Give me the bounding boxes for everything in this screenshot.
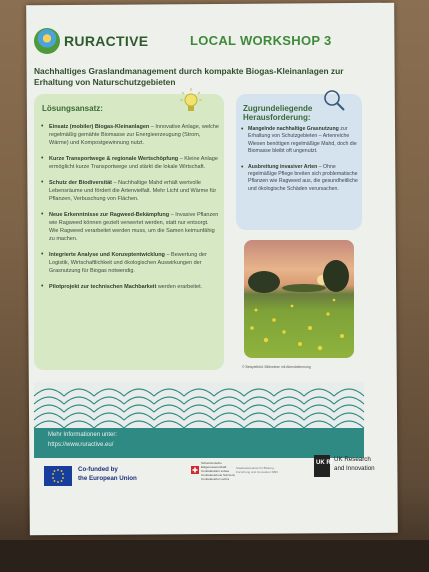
swiss-cross-icon: [191, 466, 199, 474]
workshop-title: LOCAL WORKSHOP 3: [190, 33, 332, 48]
list-item: • Mangelnde nachhaltige Grasnutzung zur Erhaltung von Schutzgebieten – Artenreiche Wiesen benötigen regelmäßige Mahd, doch die Biomasse bleibt oft ungenutzt.: [248, 126, 358, 156]
list-item: • Pilotprojekt zur technischen Machbarkeit werden erarbeitet.: [49, 283, 219, 291]
eu-flag-icon: [44, 466, 72, 486]
sbfi-text: Staatssekretariat für Bildung, Forschung und Innovation SBFI: [236, 466, 279, 474]
solution-list: [40, 123, 219, 299]
ukri-logo-icon: [314, 455, 333, 477]
ruractive-logo: [34, 28, 148, 54]
eu-funding-text: Co-funded by the European Union: [78, 466, 137, 482]
svg-text:UK RI: UK RI: [316, 460, 333, 466]
challenge-title: Zugrundeliegende Herausforderung:: [243, 104, 313, 122]
list-item: • Neue Erkenntnisse zur Ragweed-Bekämpfung – Invasive Pflanzen wie Ragweed können gezielt verwertet werden, statt nur entsorgt. Wie Ragweed verarbeitet werden muss, um die Samen keimunfähig zu machen.: [49, 211, 219, 243]
list-item: • Ausbreitung invasiver Arten – Ohne regelmäßige Pflege breiten sich problematische Pflanzen wie Ragweed aus, die gesundheitliche und ökologische Schäden verursachen.: [248, 164, 358, 194]
list-item: • Kurze Transportwege & regionale Wertschöpfung – Kleine Anlage ermöglicht kurze Transportwege und stärkt die lokale Wirtschaft.: [49, 155, 219, 171]
info-band: [34, 428, 364, 458]
poster-subtitle: Nachhaltiges Graslandmanagement durch kompakte Biogas-Kleinanlagen zur Erhaltung von Naturschutzgebieten: [34, 66, 344, 87]
list-item: • Integrierte Analyse und Konzeptentwicklung – Bewertung der Logistik, Wirtschaftlichkeit und ökologischen Auswirkungen der Grasnutzung für Biogas notwendig.: [49, 251, 219, 275]
logo-text: RURACTIVE: [64, 33, 149, 49]
challenge-list: [240, 126, 358, 201]
meadow-photo: [244, 240, 354, 358]
swiss-confederation-text: Schweizerische Eidgenossenschaft Confédération suisse Confederazione Svizzera Confederaziun svizra: [201, 461, 235, 481]
wave-pattern: [34, 382, 364, 428]
ruractive-logo-icon: [34, 28, 60, 54]
meadow-illustration: [244, 240, 354, 358]
photo-credit: © Beispielbild: Blühwiese mit Abendstimmung: [242, 365, 311, 369]
ukri-text: UK Research and Innovation: [334, 456, 375, 472]
lightbulb-icon: [180, 88, 202, 114]
info-label: Mehr Informationen unter:: [48, 432, 118, 438]
solution-title: Lösungsansatz:: [42, 104, 103, 113]
list-item: • Schutz der Biodiversität – Nachhaltige Mahd erhält wertvolle Lebensräume und fördert die Artenvielfalt. Mehr Licht und Wärme für Pflanzen, Verbuschung von Flächen.: [49, 179, 219, 203]
desk-background: [0, 540, 429, 572]
magnifier-icon: [322, 88, 346, 112]
list-item: • Einsatz (mobiler) Biogas-Kleinanlagen – Innovative Anlage, welche regelmäßig gemähte Biomasse zur Energieerzeugung (Strom, Wärme) und Kompostgewinnung nutzt.: [49, 123, 219, 147]
website-link[interactable]: https://www.ruractive.eu/: [48, 442, 114, 448]
